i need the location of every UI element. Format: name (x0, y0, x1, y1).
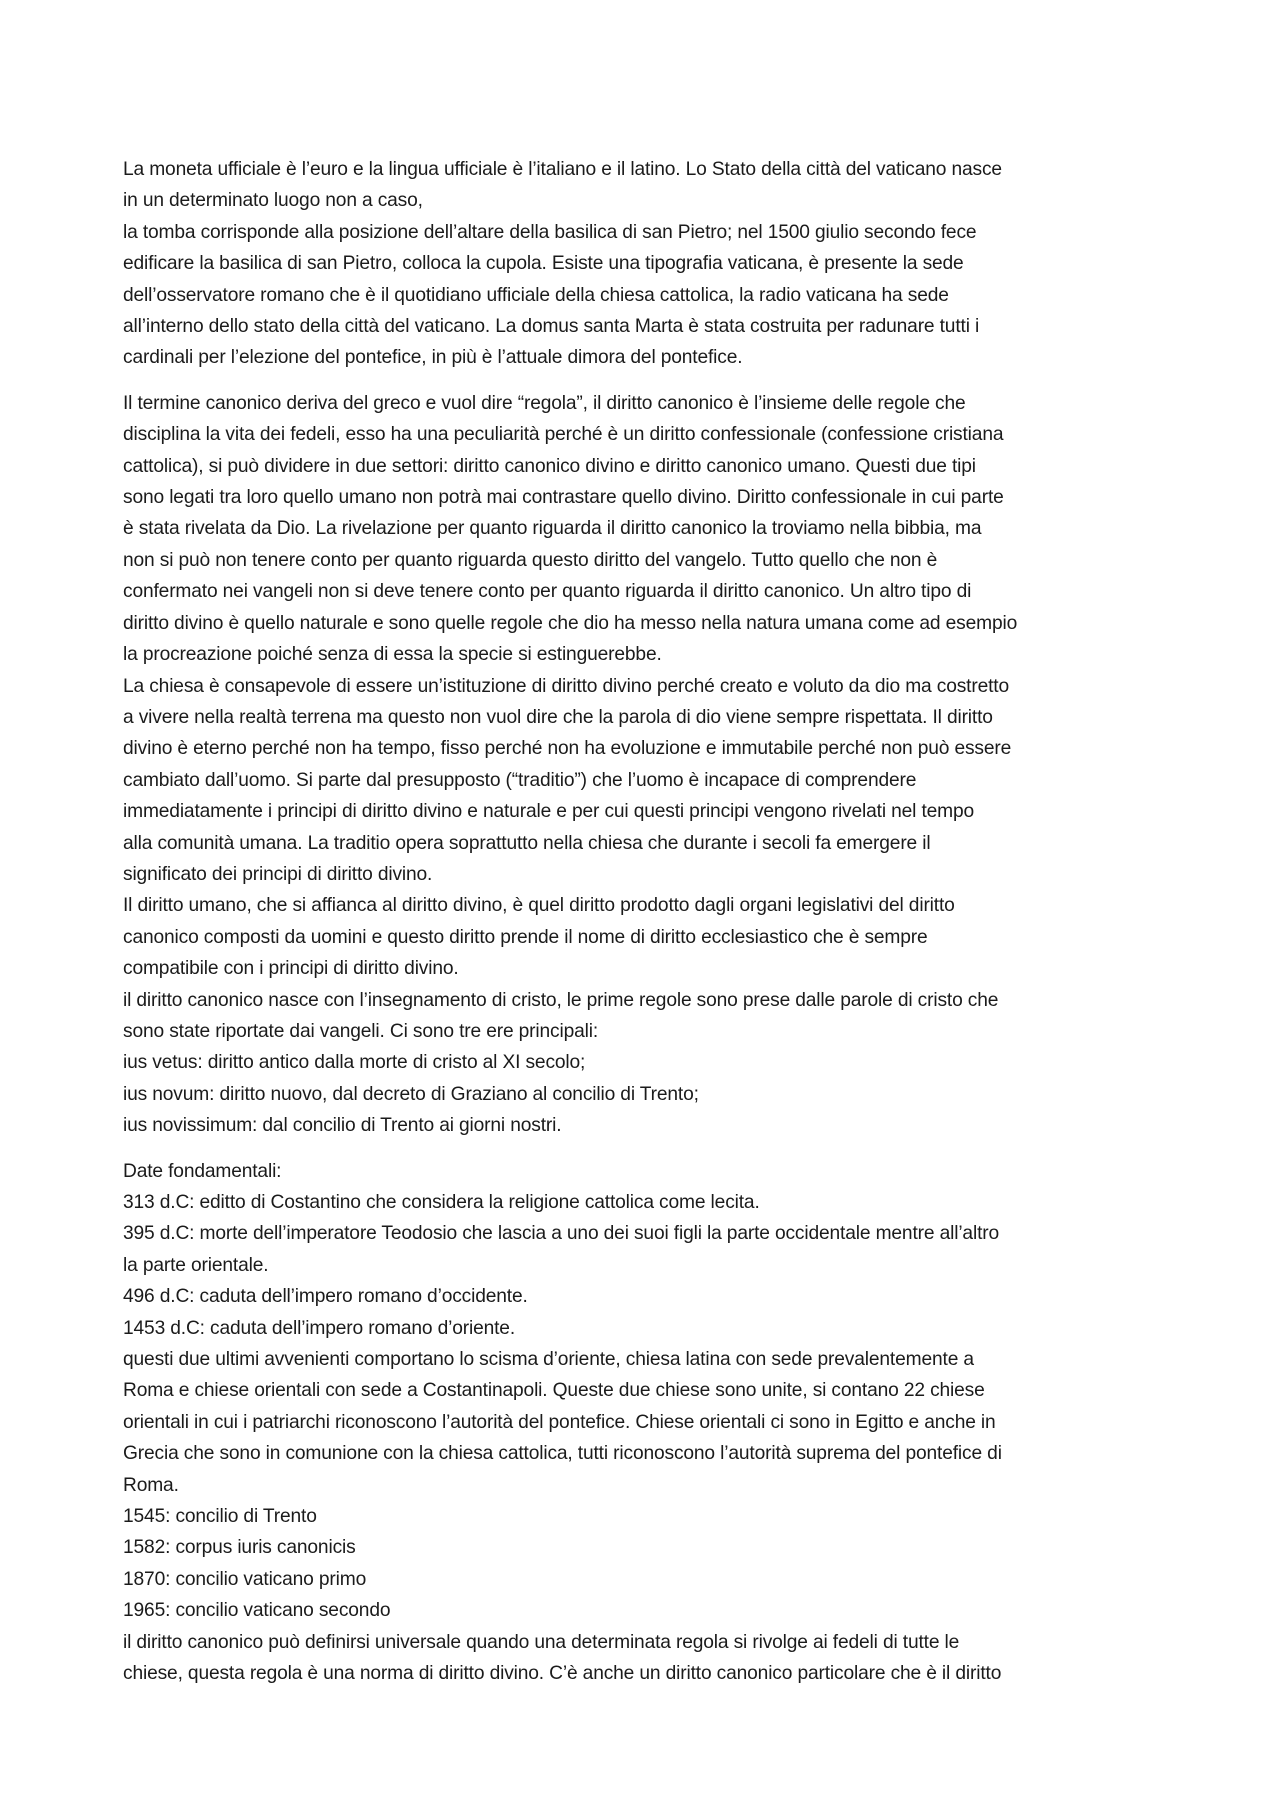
text-line: questi due ultimi avvenienti comportano lo scisma d’oriente, chiesa latina con sede prevalentemente a (123, 1349, 974, 1371)
paragraph (123, 1156, 1163, 1690)
text-line: orientali in cui i patriarchi riconoscono l’autorità del pontefice. Chiese orientali ci sono in Egitto e anche in (123, 1411, 996, 1433)
text-line: Grecia che sono in comunione con la chiesa cattolica, tutti riconoscono l’autorità suprema del pontefice di (123, 1443, 1002, 1465)
text-line: disciplina la vita dei fedeli, esso ha una peculiarità perché è un diritto confessionale (confessione cristiana (123, 424, 1004, 446)
text-line: edificare la basilica di san Pietro, colloca la cupola. Esiste una tipografia vaticana, è presente la sede (123, 253, 964, 275)
text-line: non si può non tenere conto per quanto riguarda questo diritto del vangelo. Tutto quello che non è (123, 549, 938, 571)
text-line: il diritto canonico può definirsi universale quando una determinata regola si rivolge ai fedeli di tutte le (123, 1631, 960, 1653)
text-line: il diritto canonico nasce con l’insegnamento di cristo, le prime regole sono prese dalle parole di cristo che (123, 989, 999, 1011)
text-line: 1453 d.C: caduta dell’impero romano d’oriente. (123, 1317, 516, 1339)
text-line: chiese, questa regola è una norma di diritto divino. C’è anche un diritto canonico particolare che è il diritto (123, 1663, 1002, 1685)
text-line: La moneta ufficiale è l’euro e la lingua ufficiale è l’italiano e il latino. Lo Stato della città del vaticano nasce (123, 159, 1002, 180)
paragraph (123, 154, 1163, 374)
text-line: la parte orientale. (123, 1254, 269, 1276)
text-line: diritto divino è quello naturale e sono quelle regole che dio ha messo nella natura umana come ad esempio (123, 612, 1018, 634)
text-line: 1582: corpus iuris canonicis (123, 1537, 356, 1559)
text-line: la tomba corrisponde alla posizione dell’altare della basilica di san Pietro; nel 1500 giulio secondo fece (123, 221, 977, 243)
text-line: compatibile con i principi di diritto divino. (123, 958, 459, 980)
text-line: 496 d.C: caduta dell’impero romano d’occidente. (123, 1286, 528, 1308)
text-line: cambiato dall’uomo. Si parte dal presupposto (“traditio”) che l’uomo è incapace di comprendere (123, 769, 917, 791)
text-line: immediatamente i principi di diritto divino e naturale e per cui questi principi vengono rivelati nel tempo (123, 801, 975, 823)
text-line: ius novum: diritto nuovo, dal decreto di Graziano al concilio di Trento; (123, 1083, 699, 1105)
text-line: Il diritto umano, che si affianca al diritto divino, è quel diritto prodotto dagli organi legislativi del diritto (123, 895, 955, 917)
text-line: a vivere nella realtà terrena ma questo non vuol dire che la parola di dio viene sempre rispettata. Il diritto (123, 706, 993, 728)
text-line: 1870: concilio vaticano primo (123, 1568, 367, 1590)
document-body (123, 154, 1163, 1690)
text-line: cardinali per l’elezione del pontefice, in più è l’attuale dimora del pontefice. (123, 347, 743, 369)
text-line: sono legati tra loro quello umano non potrà mai contrastare quello divino. Diritto confessionale in cui parte (123, 487, 1004, 509)
text-line: ius novissimum: dal concilio di Trento ai giorni nostri. (123, 1115, 562, 1137)
text-line: è stata rivelata da Dio. La rivelazione per quanto riguarda il diritto canonico la troviamo nella bibbia, ma (123, 518, 982, 540)
text-line: dell’osservatore romano che è il quotidiano ufficiale della chiesa cattolica, la radio vaticana ha sede (123, 284, 949, 306)
text-line: divino è eterno perché non ha tempo, fisso perché non ha evoluzione e immutabile perché non può essere (123, 738, 1012, 760)
text-line: canonico composti da uomini e questo diritto prende il nome di diritto ecclesiastico che è sempre (123, 926, 928, 948)
text-line: Il termine canonico deriva del greco e vuol dire “regola”, il diritto canonico è l’insieme delle regole che (123, 392, 966, 414)
text-line: La chiesa è consapevole di essere un’istituzione di diritto divino perché creato e voluto da dio ma costretto (123, 675, 1009, 697)
text-line: 1965: concilio vaticano secondo (123, 1600, 391, 1622)
text-line: Roma e chiese orientali con sede a Costantinapoli. Queste due chiese sono unite, si contano 22 chiese (123, 1380, 985, 1402)
text-line: 395 d.C: morte dell’imperatore Teodosio che lascia a uno dei suoi figli la parte occidentale mentre all’altro (123, 1223, 1000, 1245)
text-line: 313 d.C: editto di Costantino che considera la religione cattolica come lecita. (123, 1192, 760, 1213)
text-line: sono state riportate dai vangeli. Ci sono tre ere principali: (123, 1020, 599, 1042)
text-line: alla comunità umana. La traditio opera soprattutto nella chiesa che durante i secoli fa emergere il (123, 832, 931, 854)
text-line: Roma. (123, 1474, 179, 1496)
text-line: confermato nei vangeli non si deve tenere conto per quanto riguarda il diritto canonico. Un altro tipo di (123, 581, 972, 603)
text-line: all’interno dello stato della città del vaticano. La domus santa Marta è stata costruita per radunare tutti i (123, 316, 980, 338)
paragraph (123, 388, 1163, 1142)
text-line: significato dei principi di diritto divino. (123, 863, 433, 885)
text-line: in un determinato luogo non a caso, (123, 190, 423, 212)
text-line: cattolica), si può dividere in due settori: diritto canonico divino e diritto canonico umano. Questi due tipi (123, 455, 976, 477)
text-line: ius vetus: diritto antico dalla morte di cristo al XI secolo; (123, 1052, 586, 1074)
text-line: Date fondamentali: (123, 1160, 282, 1182)
text-line: la procreazione poiché senza di essa la specie si estinguerebbe. (123, 644, 662, 666)
text-line: 1545: concilio di Trento (123, 1506, 317, 1528)
